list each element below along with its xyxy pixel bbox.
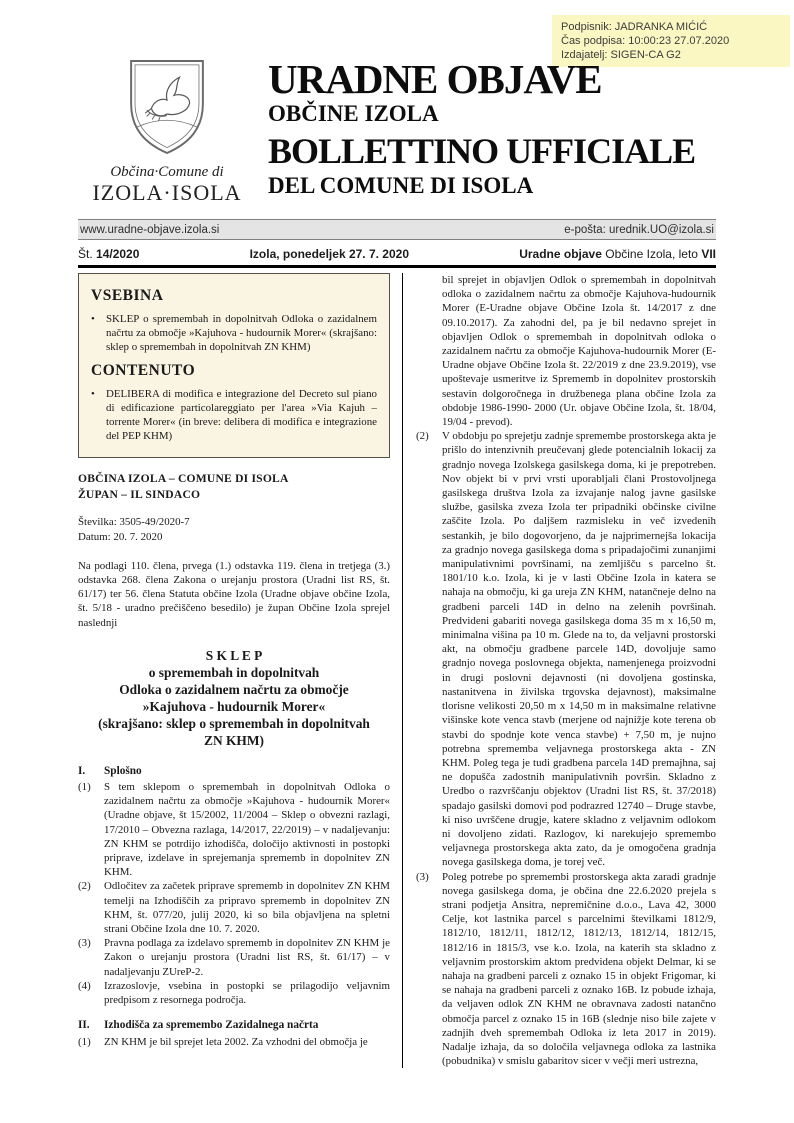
legal-basis-paragraph: Na podlagi 110. člena, prvega (1.) odstavka 119. člena in tretjega (3.) odstavka 268. člena Zakona o urejanju prostora (Uradni list RS, št. 61/17) ter 56. člena Statuta občine Izola (Uradne objave občine Izola, št. 5/18 - uradno prečiščeno besedilo) je župan Občine Izola sprejel naslednji <box>78 559 390 629</box>
decree-title-line: Odloka o zazidalnem načrtu za območje <box>119 681 349 697</box>
vsebina-title: VSEBINA <box>91 287 164 304</box>
paragraph-text: Poleg potrebe po spremembi prostorskega akta zaradi gradnje novega gasilskega doma, je občina dne 22.6.2020 prejela s strani podjetja Ansitra, nepremičnine d.o.o., Lava 42, 3000 Celje, kot lastnika parcel s parcelnimi številkami 1812/9, 1812/10, 1812/11, 1812/12, 1812/13, 1812/14, 1812/15, 1812/16 in 1815/3, vse k.o. Izola, na katerih sta skladno z veljavnim prostorskim aktom predvidena objekt Delmar, ki se nahaja na gradbeni parceli z oznako 15 in objekt Frigomar, ki se nahaja na gradbeni parceli z oznako 16B. Iz pobude izhaja, da veljaven odlok ZN KHM ne obravnava zadosti natančno območja parcel z oznako 15 in 16B (slednje niso bile zajete v zadnjih dveh spremembah Odloka iz leta 2017 in 2019). Nadalje izhaja, da so določila veljavnega odloka za lastnika (pobudnika) v smislu gabaritov sicer v večji meri ustrezna, <box>442 870 716 1068</box>
reference-number: Številka: 3505-49/2020-7 <box>78 516 190 529</box>
numbered-paragraph <box>416 429 716 869</box>
decree-title <box>84 647 384 749</box>
title-del-comune-di-isola: DEL COMUNE DI ISOLA <box>268 173 534 198</box>
paragraph-number: (3) <box>78 937 91 950</box>
paragraph-text: Pravna podlaga za izdelavo sprememb in dopolnitev ZN KHM je Zakon o urejanju prostora (Uradni list RS, št. 61/17) – v nadaljevanju ZUreP-2. <box>104 937 390 978</box>
authority-line-2: ŽUPAN – IL SINDACO <box>78 487 201 501</box>
paragraph-number: (2) <box>78 880 91 893</box>
paragraph-text: Izrazoslovje, vsebina in postopki se prilagodijo veljavnim predpisom z resornega področja. <box>104 979 390 1007</box>
reference-date: Datum: 20. 7. 2020 <box>78 530 163 543</box>
paragraph-text: S tem sklepom o spremembah in dopolnitvah Odloka o zazidalnem načrtu za območje »Kajuhova - hudournik Morer« (Uradne objave, št 15/2002, 11/2004 – Sklep o obvezni razlagi, 17/2010 – Obvezna razlaga, 14/2017, 22/2019) – v nadaljevanju: ZN KHM se potrdijo izhodišča, določijo aktivnosti in postopki priprave, izdelave in sprejemanja sprememb in dopolnitev ZN KHM. <box>104 781 390 879</box>
issue-label: Št. <box>78 246 93 261</box>
signature-line: Čas podpisa: 10:00:23 27.07.2020 <box>561 35 730 47</box>
issue-right-bold: Uradne objave <box>519 246 602 261</box>
numbered-paragraph <box>416 870 716 1069</box>
infobar <box>78 219 716 240</box>
reference-block <box>78 515 390 543</box>
paragraph-text: V obdobju po sprejetju zadnje spremembe prostorskega akta je prišlo do intenzivnih preučevanj glede potencialnih lokacij za gradnjo novega Izolskega gasilskega doma, ki je prepotreben. Nov objekt bi v prvi vrsti uporabljali člani Prostovoljnega gasilskega društva Izola za izvajanje nalog javne gasilske službe, gasilska zveza Izola ter pripadniki občinske civilne zaščite Izola. Po daljšem razmisleku in več izvedenih sestankih, je bilo dogovorjeno, da je najprimernejša lokacija za gradnjo novega gasilskega doma s pripadajočimi zunanjimi manipulativnimi površinami, na zemljišču s parcelno št. 1801/10 k.o. Izola, ki je v lasti Občine Izola in katera se nahaja na območju, ki ga ureja ZN KHM, natančneje delno na gradbeni parceli 14D in delno na zelenih površinah. Predvideni gabariti novega gasilskega doma 35 m x 16,50 m, minimalna višina pa 10 m. Glede na to, da veljavni prostorski akt, na območju gradbene parcele 14D, dovoljuje samo gradnjo novega poslovnega objekta, namenjenega proizvodni in drugi poslovni dejavnosti (ni dovoljena gostinska, nastanitvena in živilska trgovska dejavnost), maksimalne tlorisne velikosti 20,50 m x 14,50 m in maksimalne relativne višinske kote venca stavb (merjene od najnižje kote terena ob stavbi do spodnje kote venca stavbe) + 7,50 m, je nujno potrebna sprememba veljavnega prostorskega akta - ZN KHM. Poleg tega je tudi gradbena parcela 14D premajhna, saj ne dopušča zadostnih manipulativnih površin. Skladno z Uredbo o razvrščanju objektov (Uradni list RS, št. 37/2018) spadajo gasilski domovi pod podrazred 12740 – Druge stavbe, ki niso uvrščene drugje, katere skladno z veljavnim odlokom ni dovoljeno zidati. Razlogov, ki narekujejo spremembo veljavnega prostorskega akta zato, da je omogočena gradnja novega gasilskega doma, je torej več. <box>442 430 716 869</box>
header-rule <box>78 265 716 268</box>
issue-number <box>78 247 139 261</box>
decree-title-line: o spremembah in dopolnitvah <box>148 664 320 680</box>
numbered-paragraph <box>78 1035 390 1049</box>
paragraph-number: (1) <box>78 1035 91 1048</box>
paragraph-number: (4) <box>78 979 91 992</box>
numbered-paragraph <box>78 936 390 979</box>
table-of-contents-box <box>78 273 390 458</box>
numbered-paragraph <box>78 879 390 936</box>
section-2-number: II. <box>78 1019 90 1032</box>
continuation-paragraph: bil sprejet in objavljen Odlok o spremembah in dopolnitvah odloka o zazidalnem načrtu za območje Kajuhova-hudournik Morer (E-Uradne objave Občine Izola št. 14/2017 z dne 09.10.2017). Za zahodni del, pa je bil nedavno sprejet in objavljen Odlok o spremembah in dopolnitvah odloka o zazidalnem načrtu za območje Kajuhova-hudournik Morer (E-Uradne objave Občine Izola št. 22/2019 z dne 23.9.2019), vse upoštevaje usmeritve iz Sprememb in dopolnitev prostorskih sestavin dolgoročnega in družbenega plana občine Izola za obdobje 1986-1990- 2000 (Ur. objave Občine Izola, št. 18/04, 19/04 - prevod). <box>442 274 716 429</box>
paragraph-number: (2) <box>416 430 429 443</box>
issuing-authority <box>78 471 390 502</box>
signature-line: Podpisnik: JADRANKA MIĆIĆ <box>561 21 708 33</box>
left-column <box>78 273 403 1068</box>
logo-caption-big: IZOLA·ISOLA <box>92 180 242 205</box>
website-text: www.uradne-objave.izola.si <box>80 223 220 236</box>
right-column <box>403 273 716 1068</box>
issue-right-normal: Občine Izola, leto <box>605 246 698 261</box>
toc-item <box>91 312 377 355</box>
document-body <box>78 273 716 1068</box>
section-1-number: I. <box>78 764 86 777</box>
bullet-icon: • <box>91 313 95 325</box>
section-1-title: Splošno <box>104 764 142 777</box>
masthead <box>92 58 734 205</box>
section-2-title: Izhodišča za spremembo Zazidalnega načrta <box>104 1019 319 1032</box>
title-bollettino-ufficiale: BOLLETTINO UFFICIALE <box>268 131 696 171</box>
vsebina-list <box>91 312 377 355</box>
email-text: e-pošta: urednik.UO@izola.si <box>564 223 714 236</box>
paragraph-text: ZN KHM je bil sprejet leta 2002. Za vzhodni del območja je <box>104 1035 368 1048</box>
numbered-paragraph <box>78 979 390 1007</box>
issue-right <box>519 247 716 261</box>
issue-date: Izola, ponedeljek 27. 7. 2020 <box>249 246 410 261</box>
toc-item <box>91 387 377 444</box>
decree-title-line: S K L E P <box>205 647 263 663</box>
issue-value: 14/2020 <box>96 246 140 261</box>
logo-caption-small: Občina·Comune di <box>110 164 224 180</box>
signature-line: Izdajatelj: SIGEN-CA G2 <box>561 49 681 61</box>
section-1-heading <box>78 764 390 778</box>
issue-meta-row <box>78 244 716 263</box>
paragraph-number: (3) <box>416 870 429 883</box>
numbered-paragraph <box>78 780 390 879</box>
title-obcine-izola: OBČINE IZOLA <box>268 101 439 126</box>
masthead-titles <box>268 58 695 205</box>
title-uradne-objave: URADNE OBJAVE <box>268 56 602 102</box>
contenuto-list <box>91 387 377 444</box>
right-column-paragraphs <box>416 429 716 1068</box>
toc-item-text: SKLEP o spremembah in dopolnitvah Odloka o zazidalnem načrtu za območje »Kajuhova - hudournik Morer« (skrajšano: sklep o spremembah in dopolnitvah ZN KHM) <box>106 313 377 354</box>
section-2-heading <box>78 1018 390 1032</box>
bullet-icon: • <box>91 387 95 400</box>
coat-of-arms-icon <box>92 58 242 156</box>
contenuto-title: CONTENUTO <box>91 361 196 379</box>
section-2-paragraphs <box>78 1035 390 1049</box>
section-1-paragraphs <box>78 780 390 1007</box>
paragraph-text: Odločitev za začetek priprave sprememb in dopolnitev ZN KHM temelji na Izhodiščih za pripravo sprememb in dopolnitev ZN KHM, št. 077/20, julij 2020, ki so bila objavljena na spletni strani Občine Izola dne 10. 7. 2020. <box>104 880 390 936</box>
authority-line-1: OBČINA IZOLA – COMUNE DI ISOLA <box>78 472 289 486</box>
decree-title-line: (skrajšano: sklep o spremembah in dopolnitvah <box>98 715 370 731</box>
issue-right-year: VII <box>701 246 716 261</box>
decree-title-line: »Kajuhova - hudournik Morer« <box>142 698 326 714</box>
toc-item-text: DELIBERA di modifica e integrazione del Decreto sul piano di edificazione particolareggiato per l'area »Via Kajuh – torrente Morer« (in breve: delibera di modifica e integrazione del PEP KHM) <box>106 387 377 443</box>
municipality-logo <box>92 58 242 205</box>
decree-title-line: ZN KHM) <box>204 732 264 748</box>
paragraph-number: (1) <box>78 781 91 794</box>
